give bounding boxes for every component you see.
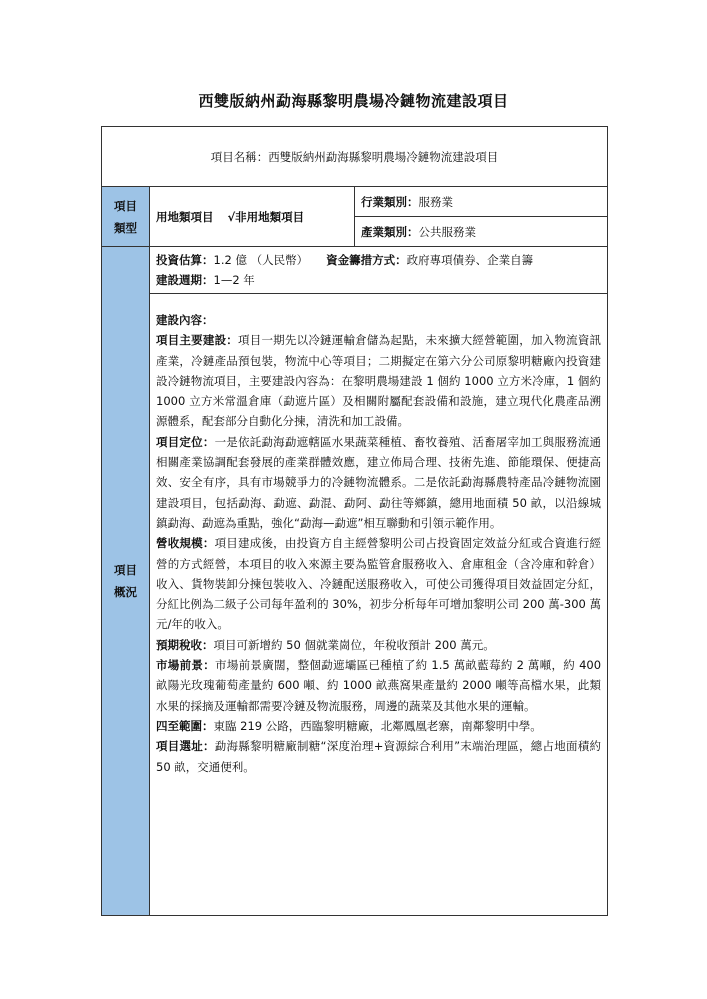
industry-label: 行業類別： (361, 194, 419, 209)
section-text: 東臨 219 公路，西臨黎明糖廠，北鄰鳳凰老寨，南鄰黎明中學。 (213, 718, 542, 733)
project-name: 項目名稱：西雙版納州勐海縣黎明農場冷鏈物流建設項目 (210, 149, 499, 164)
project-name-cell (102, 127, 608, 187)
investment-cell (150, 247, 608, 294)
land-use-cell (150, 187, 355, 247)
section-text: 項目建成後，由投資方自主經營黎明公司占投資固定效益分紅或合資進行經營的方式經營，本項目的收入來源主要為監管倉服務收入、倉庫租金（含冷庫和幹倉）收入、貨物裝卸分揀包裝收入、冷鏈配送服務收入，可使公司獲得項目效益固定分紅，分紅比例為二級子公司每年盈利的 30%，初步分析每年可增加黎明公司 200 萬-300 萬元/年的收入。 (156, 536, 602, 632)
project-type-header (102, 187, 150, 247)
section-label: 四至範圍： (156, 718, 214, 733)
section-boundaries (156, 716, 601, 736)
section-label: 營收規模： (156, 536, 215, 551)
project-overview-header (102, 247, 150, 916)
land-use-label: 用地類項目 (156, 209, 214, 224)
section-tax (156, 635, 601, 655)
section-text: 項目一期先以冷鏈運輸倉儲為起點，未來擴大經營範圍，加入物流資訊產業，冷鏈產品預包裝，物流中心等項目；二期擬定在第六分公司原黎明糖廠內投資建設冷鏈物流項目，主要建設內容為：在黎明農場建設 1 個約 1000 立方米冷庫，1 個約 1000 立方米常溫倉庫（勐遮片區）及相關附屬配套設備和設施，建立現代化農產品溯源體系，配套部分自動化分揀，清洗和加工設備。 (156, 333, 602, 429)
section-text: 勐海縣黎明糖廠制糖“深度治理+資源綜合利用”末端治理區，總占地面積約 50 畝，交通便利。 (156, 739, 602, 774)
funding-label: 資金籌措方式： (326, 253, 407, 267)
industry-value: 服務業 (418, 194, 453, 209)
sector-value: 公共服務業 (418, 224, 476, 239)
section-text: 一是依託勐海勐遮轄區水果蔬菜種植、畜牧養殖、活畜屠宰加工與服務流通相關產業協調配套發展的產業群體效應，建立佈局合理、技術先進、節能環保、便捷高效、安全有序，具有市場競爭力的冷鏈物流體系。二是依託勐海縣農特產品冷鏈物流園建設項目，包括勐海、勐遮、勐混、勐阿、勐往等鄉鎮，總用地面積 50 畝，以沿線城鎮勐海、勐遮為重點，強化“勐海—勐遮”相互聯動和引領示範作用。 (156, 434, 602, 530)
section-revenue (156, 533, 601, 634)
funding-value: 政府專項債券、企業自籌 (406, 253, 534, 267)
section-main-construction (156, 330, 601, 431)
period-value: 1—2 年 (213, 273, 255, 287)
project-type-label: 項目類型 (114, 198, 137, 235)
investment-value: 1.2 億 （人民幣） (213, 253, 309, 267)
section-label: 項目主要建設： (156, 333, 239, 348)
sector-cell (355, 217, 608, 247)
period-label: 建設週期： (156, 273, 214, 287)
content-heading: 建設內容： (156, 313, 214, 327)
project-form-table (101, 126, 608, 916)
industry-cell (355, 187, 608, 217)
section-positioning (156, 432, 601, 533)
section-label: 項目定位： (156, 434, 215, 449)
document-title: 西雙版納州勐海縣黎明農場冷鏈物流建設項目 (198, 92, 509, 110)
construction-content-cell (150, 294, 608, 916)
section-text: 市場前景廣闊，整個勐遮壩區已種植了約 1.5 萬畝藍莓約 2 萬噸，約 400 畝陽光玫瑰葡萄產量約 600 噸、約 1000 畝燕窩果產量約 2000 噸等高檔水果，此類水果的採摘及運輸都需要冷鏈及物流服務，周邊的蔬菜及其他水果的運輸。 (156, 658, 602, 713)
section-site (156, 736, 601, 777)
sector-label: 產業類別： (361, 224, 419, 239)
section-market (156, 655, 601, 716)
investment-label: 投資估算： (156, 253, 214, 267)
section-text: 項目可新增約 50 個就業崗位，年稅收預計 200 萬元。 (213, 637, 495, 652)
section-label: 項目選址： (156, 739, 215, 754)
non-land-use-checked: √非用地類項目 (227, 209, 305, 224)
project-overview-label: 項目概況 (114, 563, 137, 599)
section-label: 預期稅收： (156, 637, 214, 652)
section-label: 市場前景： (156, 658, 216, 673)
